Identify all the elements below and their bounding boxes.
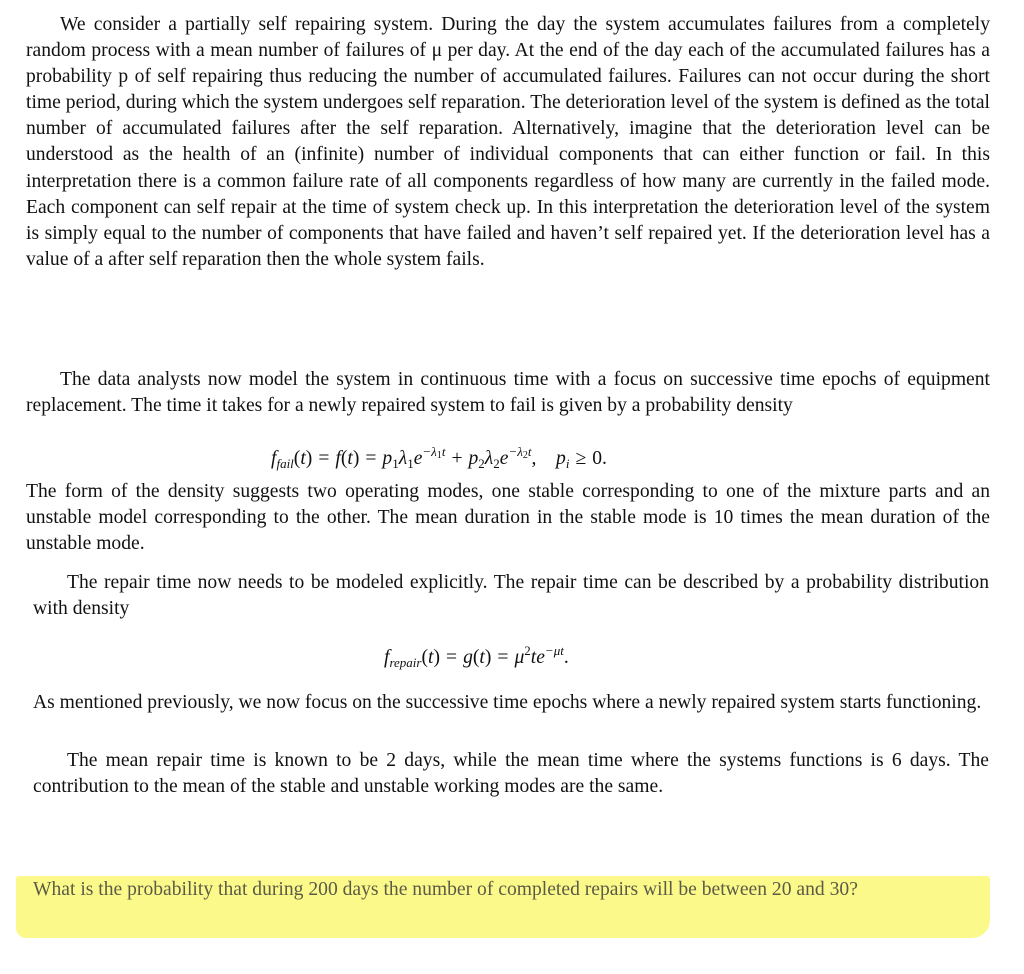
paragraph-operating-modes: The form of the density suggests two operating modes, one stable corresponding to one of the mixture parts and an unstable model corresponding to the other. The mean duration in the stable mode is 10 times the mean duration of the unstable mode. [26,481,990,555]
paragraph-system-description: We consider a partially self repairing system. During the day the system accumulates failures from a completely random process with a mean number of failures of μ per day. At the end of the day each of the accumulated failures has a probability p of self repairing thus reducing the number of accumulated failures. Failures can not occur during the short time period, during which the system undergoes self reparation. The deterioration level of the system is defined as the total number of accumulated failures after the self reparation. Alternatively, imagine that the deterioration level can be understood as the health of an (infinite) number of individual components that can either function or fail. In this interpretation there is a common failure rate of all components regardless of how many are currently in the failed mode. Each component can self repair at the time of system check up. In this interpretation the deterioration level of the system is simply equal to the number of components that have failed and haven’t self repaired yet. If the deterioration level has a value of a after self reparation then the whole system fails. [26,14,990,270]
paragraph-repair-time: The repair time now needs to be modeled explicitly. The repair time can be described by a probability distribution with density [33,572,989,620]
question-text: What is the probability that during 200 days the number of completed repairs will be between 20 and 30? [33,879,858,900]
equation-repair-density: $f_{repair}(t) = g(t) = \mu^2te^{-\mu t}$. [384,643,569,670]
paragraph-successive-epochs: As mentioned previously, we now focus on the successive time epochs where a newly repaired system starts functioning. [33,692,982,713]
equation-failure-density: $f_{fail}(t) = f(t) = p_1\lambda_1e^{-\lambda_1t} + p_2\lambda_2e^{-\lambda_2t}$, $p_i \ge 0$. [271,444,607,471]
paragraph-continuous-time-model: The data analysts now model the system in continuous time with a focus on successive time epochs of equipment replacement. The time it takes for a newly repaired system to fail is given by a probability density [26,369,990,417]
paragraph-mean-times: The mean repair time is known to be 2 days, while the mean time where the systems functions is 6 days. The contribution to the mean of the stable and unstable working modes are the same. [33,750,989,798]
